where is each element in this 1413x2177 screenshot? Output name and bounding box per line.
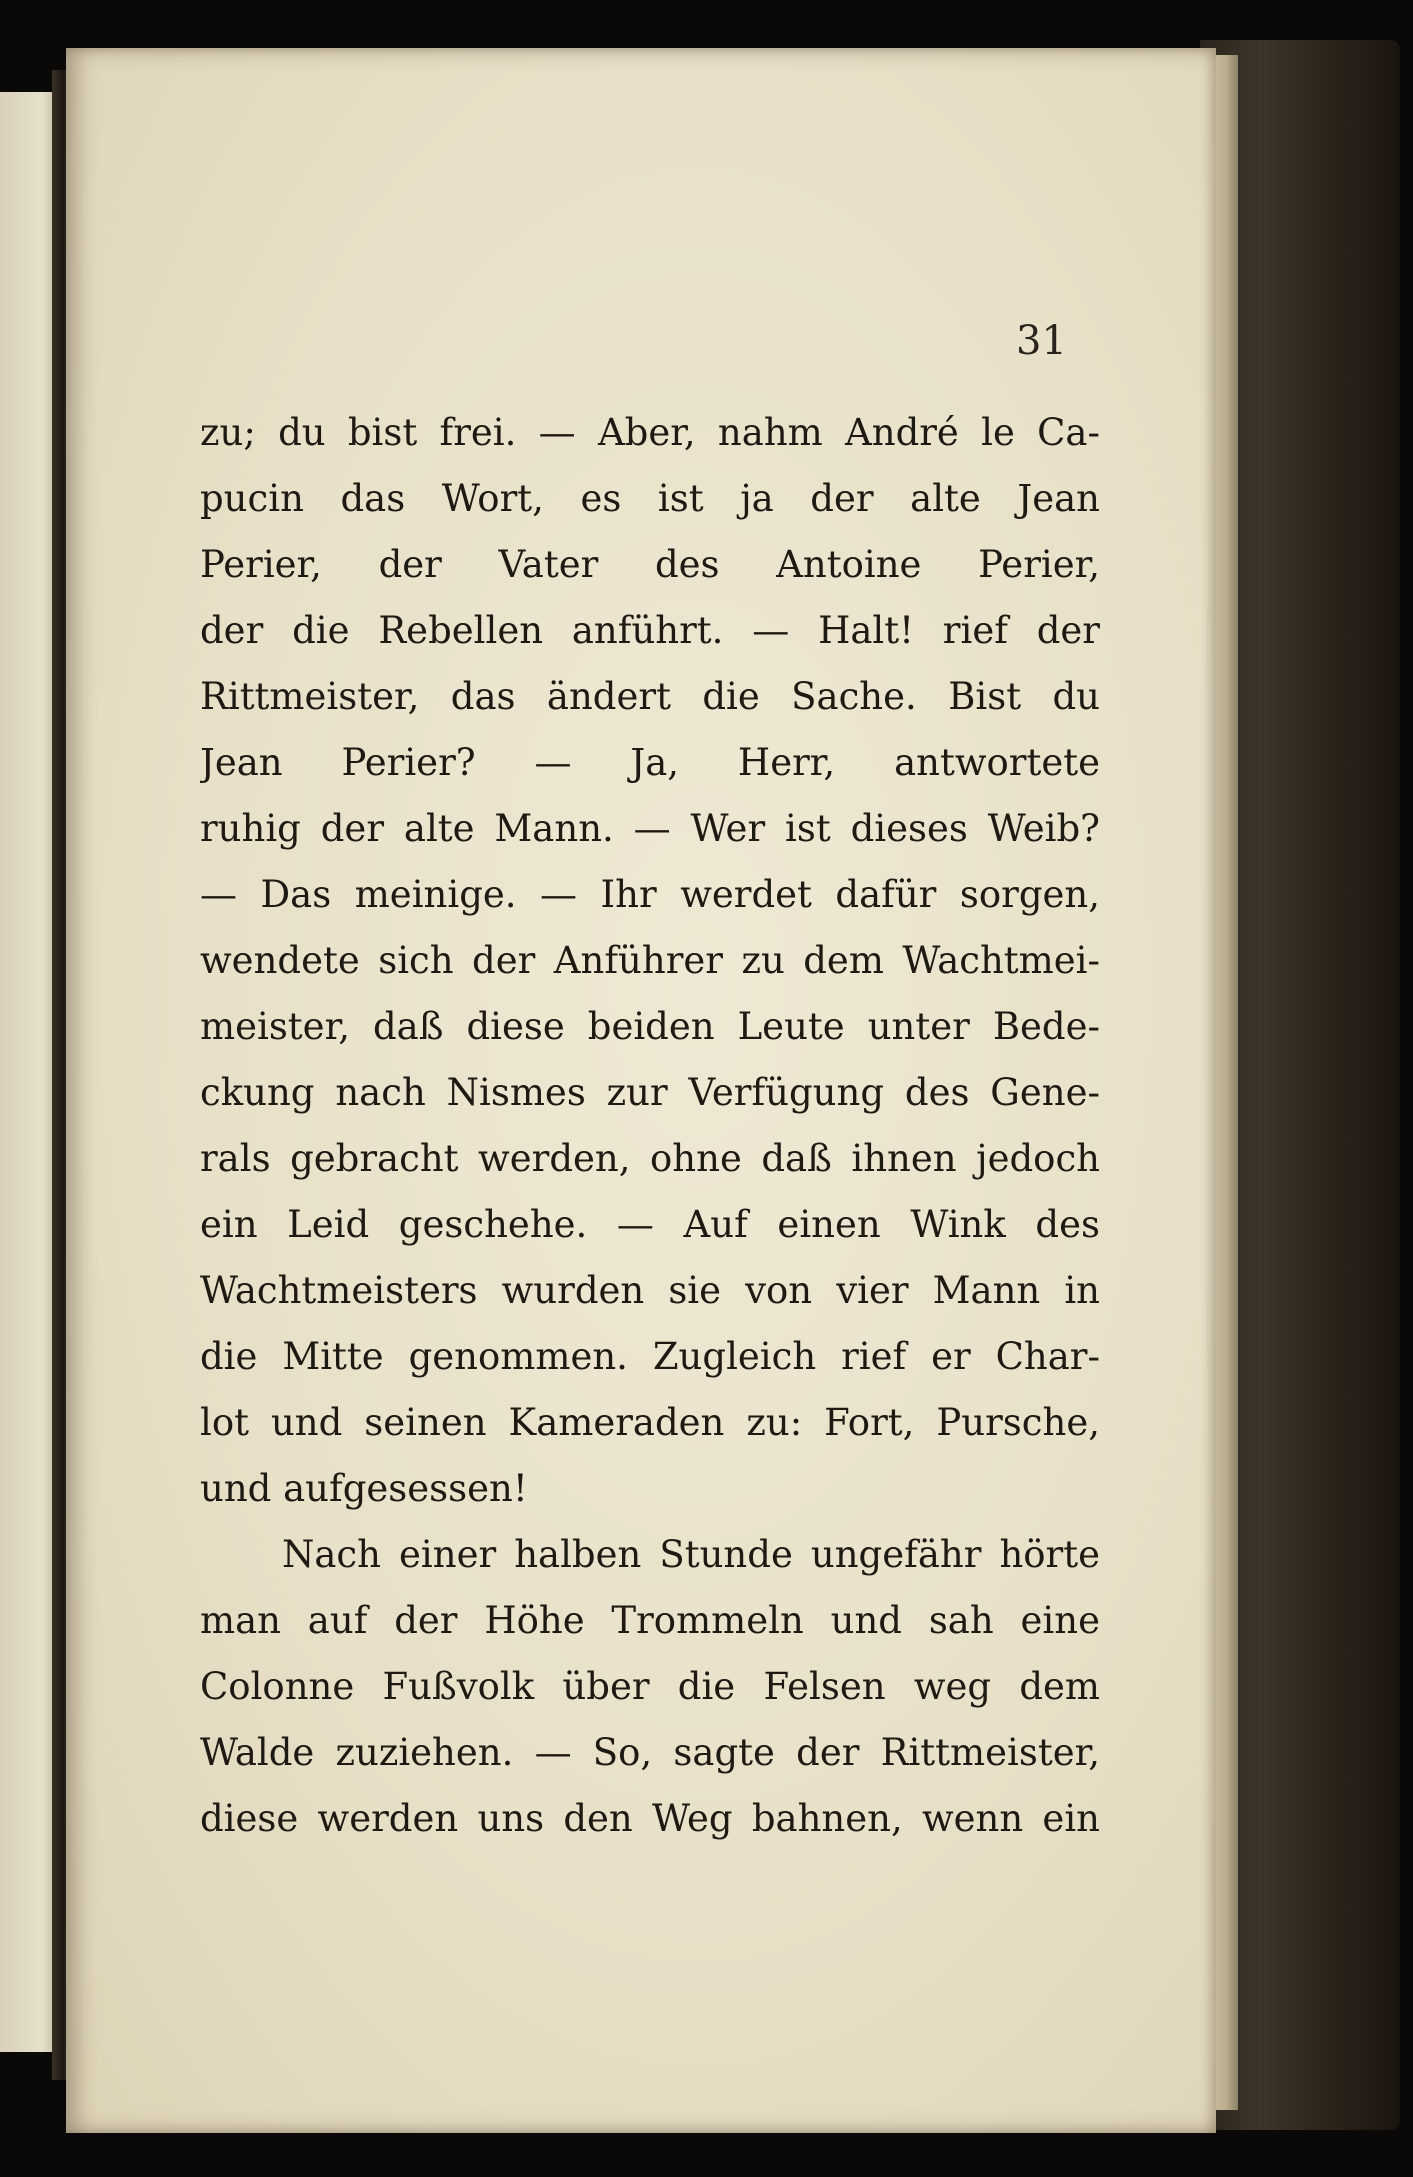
text-line: wendete sich der Anführer zu dem Wachtmei-	[200, 939, 1100, 982]
text-line: ckung nach Nismes zur Verfügung des Gene-	[200, 1071, 1100, 1114]
text-line: Perier, der Vater des Antoine Perier,	[200, 543, 1100, 586]
text-line: diese werden uns den Weg bahnen, wenn ein	[200, 1797, 1100, 1840]
text-line: Wachtmeisters wurden sie von vier Mann in	[200, 1269, 1100, 1312]
page-number: 31	[1016, 318, 1067, 364]
text-line: zu; du bist frei. — Aber, nahm André le Ca-	[200, 411, 1100, 454]
text-line-paragraph-start: Nach einer halben Stunde ungefähr hörte	[282, 1533, 1100, 1576]
book-page	[66, 48, 1216, 2133]
text-line: rals gebracht werden, ohne daß ihnen jedoch	[200, 1137, 1100, 1180]
text-line: pucin das Wort, es ist ja der alte Jean	[200, 477, 1100, 520]
text-line: Rittmeister, das ändert die Sache. Bist du	[200, 675, 1100, 718]
text-line: der die Rebellen anführt. — Halt! rief der	[200, 609, 1100, 652]
text-line: Jean Perier? — Ja, Herr, antwortete	[200, 741, 1100, 784]
text-line: Colonne Fußvolk über die Felsen weg dem	[200, 1665, 1100, 1708]
body-text	[200, 400, 1100, 1852]
text-line: — Das meinige. — Ihr werdet dafür sorgen,	[200, 873, 1100, 916]
text-line: ruhig der alte Mann. — Wer ist dieses Weib?	[200, 807, 1100, 850]
previous-page-edge	[0, 92, 60, 2052]
text-line: die Mitte genommen. Zugleich rief er Char-	[200, 1335, 1100, 1378]
text-line: meister, daß diese beiden Leute unter Bede-	[200, 1005, 1100, 1048]
text-line: lot und seinen Kameraden zu: Fort, Pursche,	[200, 1401, 1100, 1444]
text-line: Walde zuziehen. — So, sagte der Rittmeister,	[200, 1731, 1100, 1774]
text-line: und aufgesessen!	[200, 1467, 528, 1510]
text-line: man auf der Höhe Trommeln und sah eine	[200, 1599, 1100, 1642]
text-line: ein Leid geschehe. — Auf einen Wink des	[200, 1203, 1100, 1246]
